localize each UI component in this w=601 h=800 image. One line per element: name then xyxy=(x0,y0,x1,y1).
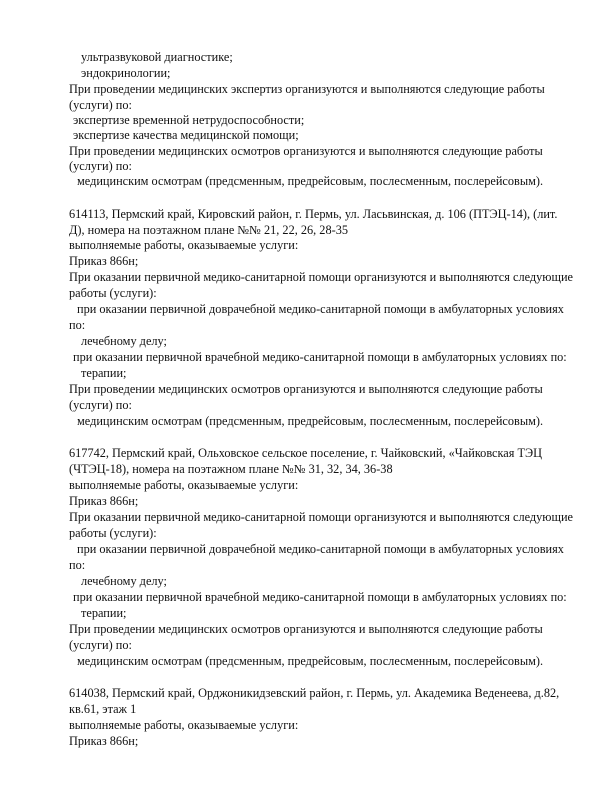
text-line: работы (услуги): xyxy=(69,286,157,300)
text-line: медицинским осмотрам (предсменным, предрейсовым, послесменным, послерейсовым). xyxy=(77,414,544,428)
text-line: Приказ 866н; xyxy=(69,254,139,268)
text-line: медицинским осмотрам (предсменным, предрейсовым, послесменным, послерейсовым). xyxy=(77,174,544,188)
address-line: (ЧТЭЦ-18), номера на поэтажном плане №№ 31, 32, 34, 36-38 xyxy=(69,462,393,476)
text-line: терапии; xyxy=(81,366,127,380)
text-line: При проведении медицинских осмотров организуются и выполняются следующие работы xyxy=(69,144,543,158)
address-line: Д), номера на поэтажном плане №№ 21, 22, 26, 28-35 xyxy=(69,223,348,237)
text-line: по: xyxy=(69,558,86,572)
text-line: экспертизе качества медицинской помощи; xyxy=(73,128,299,142)
text-line: ультразвуковой диагностике; xyxy=(81,50,233,64)
text-line: При проведении медицинских экспертиз организуются и выполняются следующие работы xyxy=(69,82,545,96)
text-line: эндокринологии; xyxy=(81,66,171,80)
address-line: 617742, Пермский край, Ольховское сельское поселение, г. Чайковский, «Чайковская ТЭЦ xyxy=(69,446,543,460)
text-line: лечебному делу; xyxy=(81,574,167,588)
text-line: при оказании первичной доврачебной медико-санитарной помощи в амбулаторных условиях xyxy=(77,302,564,316)
text-line: При проведении медицинских осмотров организуются и выполняются следующие работы xyxy=(69,622,543,636)
text-line: при оказании первичной врачебной медико-санитарной помощи в амбулаторных условиях по: xyxy=(73,350,567,364)
text-line: (услуги) по: xyxy=(69,159,132,173)
text-line: при оказании первичной врачебной медико-санитарной помощи в амбулаторных условиях по: xyxy=(73,590,567,604)
text-line: (услуги) по: xyxy=(69,638,132,652)
text-line: (услуги) по: xyxy=(69,398,132,412)
address-line: кв.61, этаж 1 xyxy=(69,702,137,716)
text-line: медицинским осмотрам (предсменным, предрейсовым, послесменным, послерейсовым). xyxy=(77,654,544,668)
text-line: по: xyxy=(69,318,86,332)
text-line: (услуги) по: xyxy=(69,98,132,112)
text-line: выполняемые работы, оказываемые услуги: xyxy=(69,478,299,492)
text-line: При оказании первичной медико-санитарной помощи организуются и выполняются следующие xyxy=(69,270,573,284)
text-line: выполняемые работы, оказываемые услуги: xyxy=(69,718,299,732)
address-line: 614113, Пермский край, Кировский район, г. Пермь, ул. Ласьвинская, д. 106 (ПТЭЦ-14), (лит. xyxy=(69,207,558,221)
text-line: лечебному делу; xyxy=(81,334,167,348)
text-line: при оказании первичной доврачебной медико-санитарной помощи в амбулаторных условиях xyxy=(77,542,564,556)
text-line: Приказ 866н; xyxy=(69,734,139,748)
text-line: терапии; xyxy=(81,606,127,620)
text-line: При проведении медицинских осмотров организуются и выполняются следующие работы xyxy=(69,382,543,396)
text-line: работы (услуги): xyxy=(69,526,157,540)
text-line: экспертизе временной нетрудоспособности; xyxy=(73,113,305,127)
address-line: 614038, Пермский край, Орджоникидзевский район, г. Пермь, ул. Академика Веденеева, д.82, xyxy=(69,686,560,700)
text-line: выполняемые работы, оказываемые услуги: xyxy=(69,238,299,252)
text-line: При оказании первичной медико-санитарной помощи организуются и выполняются следующие xyxy=(69,510,573,524)
text-line: Приказ 866н; xyxy=(69,494,139,508)
